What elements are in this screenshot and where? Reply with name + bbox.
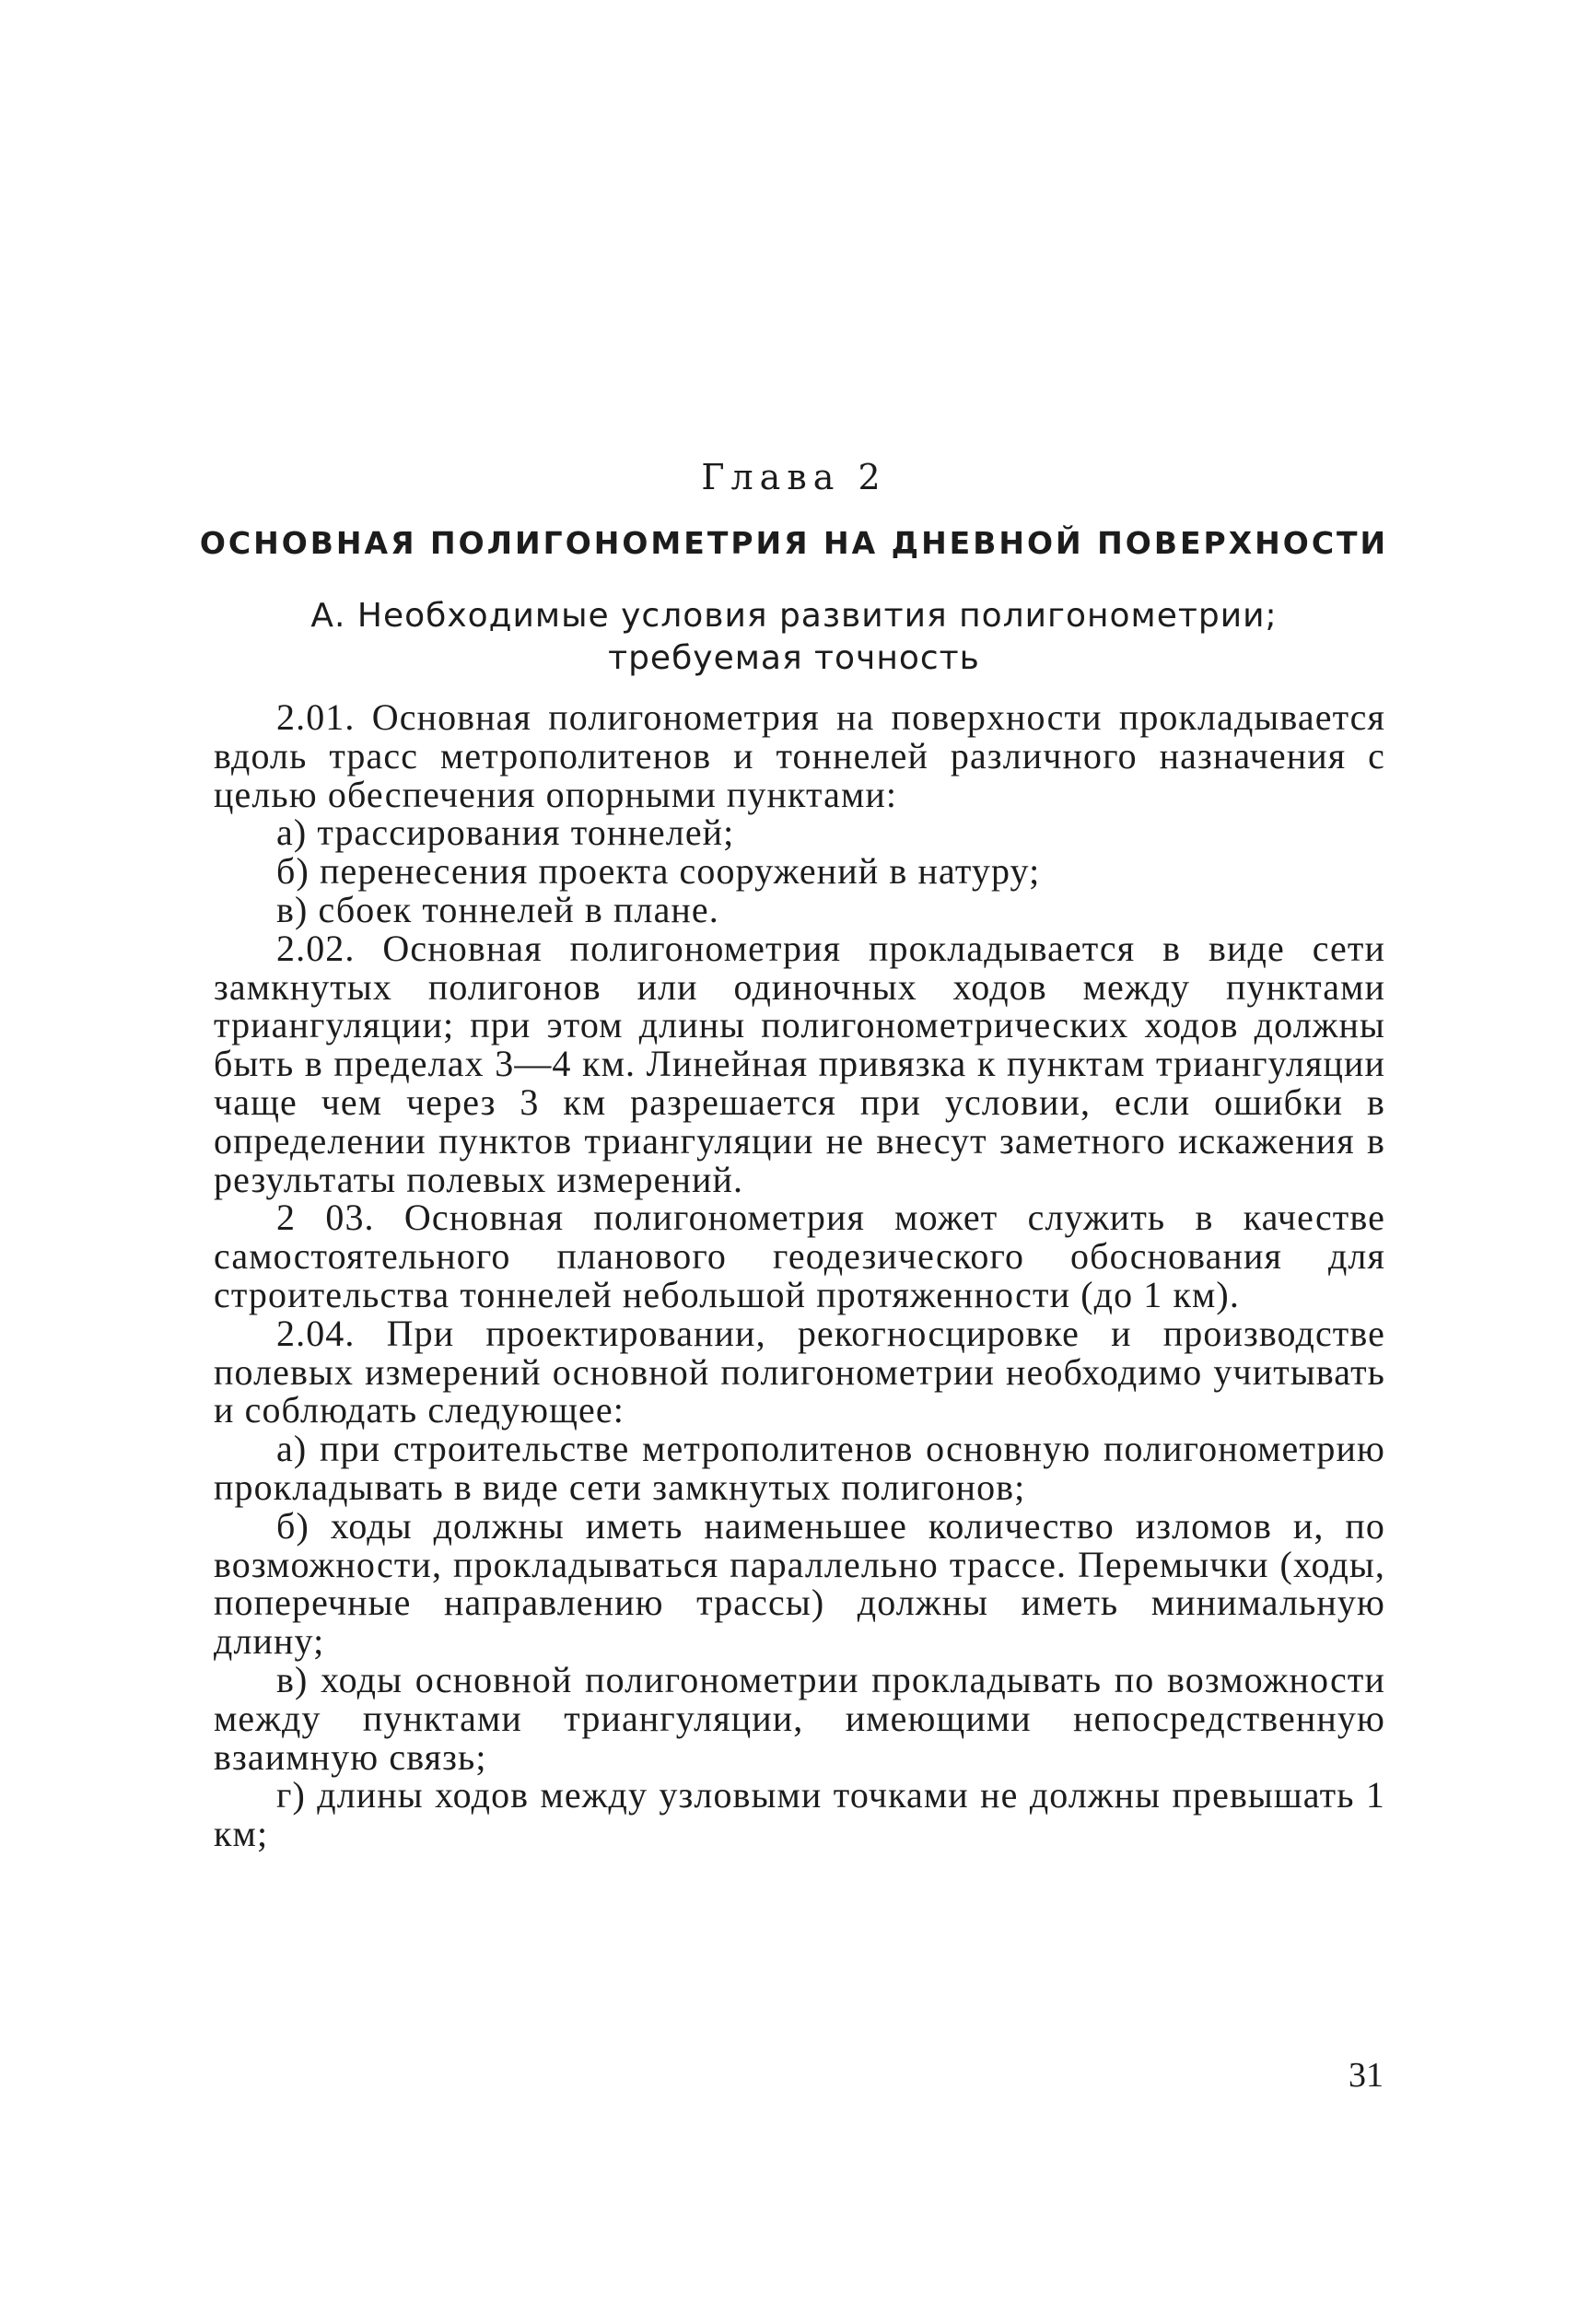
paragraph-2-03: 2 03. Основная полигонометрия может служить в качестве самостоятельного планового геодезического обоснования для строительства тоннелей небольшой протяженности (до 1 км). xyxy=(214,1197,1385,1315)
list-item-v-triangulation-points: в) ходы основной полигонометрии прокладывать по возможности между пунктами триангуляции, имеющими непосредственную взаимную связь; xyxy=(214,1658,1385,1778)
body-text xyxy=(214,698,1385,1853)
list-item-b-fewest-bends: б) ходы должны иметь наименьшее количество изломов и, по возможности, прокладываться параллельно трассе. Перемычки (ходы, поперечные направлению трассы) должны иметь минимальную длину; xyxy=(214,1504,1385,1663)
list-item-a-routing: а) трассирования тоннелей; xyxy=(276,812,735,854)
list-item-v-junction: в) сбоек тоннелей в плане. xyxy=(276,888,719,930)
list-item-b-transfer: б) перенесения проекта сооружений в натуру; xyxy=(276,850,1041,893)
paragraph-2-02: 2.02. Основная полигонометрия прокладывается в виде сети замкнутых полигонов или одиночных ходов между пунктами триангуляции; при этом длины полигонометрических ходов должны быть в пределах 3—4 км. Линейная привязка к пунктам триангуляции чаще чем через 3 км разрешается при условии, если ошибки в определении пунктов триангуляции не внесут заметного искажения в результаты полевых измерений. xyxy=(214,927,1385,1200)
paragraph-2-04: 2.04. При проектировании, рекогносцировке и производстве полевых измерений основной полигонометрии необходимо учитывать и соблюдать следующее: xyxy=(214,1312,1385,1431)
section-title-line-2: требуемая точность xyxy=(608,639,980,677)
section-title-line-1: А. Необходимые условия развития полигонометрии; xyxy=(310,597,1278,635)
chapter-title: ОСНОВНАЯ ПОЛИГОНОМЕТРИЯ НА ДНЕВНОЙ ПОВЕРХНОСТИ xyxy=(199,525,1389,561)
chapter-label: Глава 2 xyxy=(701,457,887,497)
page-number: 31 xyxy=(1349,2056,1384,2095)
list-item-a-closed-polygons: а) при строительстве метрополитенов основную полигонометрию прокладывать в виде сети замкнутых полигонов; xyxy=(214,1428,1385,1508)
paragraph-2-01: 2.01. Основная полигонометрия на поверхности прокладывается вдоль трасс метрополитенов и тоннелей различного назначения с целью обеспечения опорными пунктами: xyxy=(214,696,1385,815)
list-item-g-traverse-length: г) длины ходов между узловыми точками не должны превышать 1 км; xyxy=(214,1774,1385,1855)
section-title xyxy=(0,595,1588,680)
